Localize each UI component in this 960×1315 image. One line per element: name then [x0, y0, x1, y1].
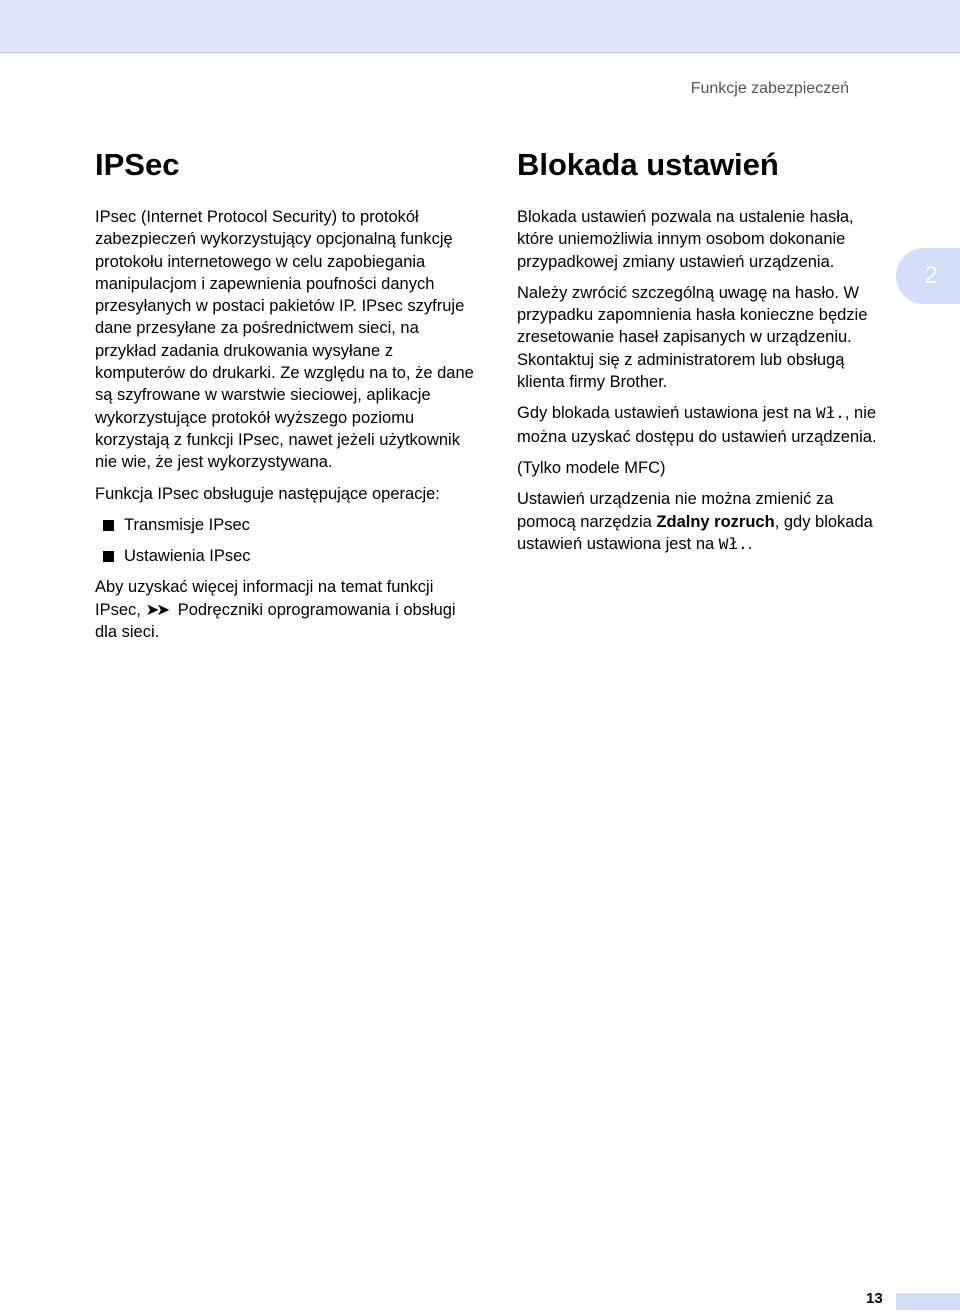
chapter-tab: 2: [896, 248, 960, 304]
remote-setup-text-mid: , gdy blokada ustawień ustawiona jest na: [517, 512, 873, 553]
list-item-label: Transmisje IPsec: [124, 515, 250, 534]
ipsec-more-info: [95, 576, 475, 643]
lock-on-text-end: , nie można uzyskać dostępu do ustawień urządzenia.: [517, 404, 877, 446]
section-title-settings-lock: Blokada ustawień: [517, 147, 779, 182]
ipsec-operations-list: [95, 514, 475, 568]
running-header: Funkcje zabezpieczeń: [690, 80, 849, 97]
top-band: [0, 0, 960, 53]
left-column: [95, 145, 475, 652]
list-item-label: Ustawienia IPsec: [124, 547, 251, 566]
more-info-text: Aby uzyskać więcej informacji na temat funkcji IPsec,: [95, 578, 434, 619]
right-column: [517, 145, 892, 565]
lock-on-text: Gdy blokada ustawień ustawiona jest na: [517, 404, 812, 423]
double-arrow-icon: ➤➤: [145, 600, 168, 619]
remote-setup-text: Ustawień urządzenia nie można zmienić za pomocą narzędzia: [517, 490, 834, 531]
remote-setup-tool-name: Zdalny rozruch: [656, 512, 775, 531]
page-number: 13: [866, 1290, 883, 1307]
section-title-ipsec: IPSec: [95, 147, 180, 182]
page-number-bar: [896, 1293, 960, 1310]
settings-lock-description: Blokada ustawień pozwala na ustalenie hasła, które uniemożliwia innym osobom dokonanie przypadkowej zmiany ustawień urządzenia.: [517, 208, 854, 271]
remote-setup-note: [517, 488, 892, 556]
remote-setup-text-end: .: [747, 534, 753, 553]
setting-value-on: Wł.: [816, 405, 845, 424]
ipsec-operations-intro: Funkcja IPsec obsługuje następujące operacje:: [95, 484, 440, 503]
setting-value-on: Wł.: [718, 535, 748, 554]
ipsec-description: IPsec (Internet Protocol Security) to protokół zabezpieczeń wykorzystujący opcjonalną funkcję protokołu internetowego w celu zapobiegania manipulacjom i zapewnienia poufności danych przesyłanych w postaci pakietów IP. IPsec szyfruje dane przesyłane za pośrednictwem sieci, na przykład zadania drukowania wysyłane z komputerów do drukarki. Ze względu na to, że dane są szyfrowane w warstwie sieciowej, aplikacje wykorzystujące protokół wyższego poziomu korzystają z funkcji IPsec, nawet jeżeli użytkownik nie wie, że jest wykorzystywana.: [95, 208, 474, 472]
manual-reference: Podręczniki oprogramowania i obsługi dla sieci.: [95, 600, 456, 642]
lock-on-note: [517, 402, 892, 448]
square-bullet-icon: [103, 520, 114, 531]
mfc-only-note: (Tylko modele MFC): [517, 458, 666, 477]
list-item: [95, 545, 475, 567]
list-item: [95, 514, 475, 536]
password-warning: Należy zwrócić szczególną uwagę na hasło. W przypadku zapomnienia hasła konieczne będzie zresetowanie haseł zapisanych w urządzeniu. Skontaktuj się z administratorem lub obsługą klienta firmy Brother.: [517, 283, 868, 392]
square-bullet-icon: [103, 551, 114, 562]
